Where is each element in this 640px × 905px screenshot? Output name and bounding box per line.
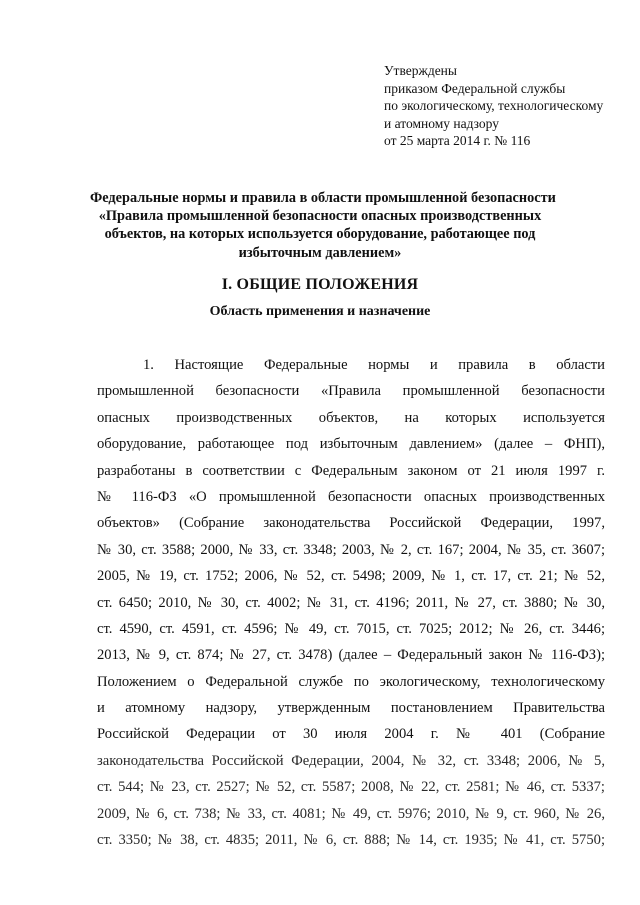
subsection-heading: Область применения и назначение [209, 304, 431, 319]
paragraph-line: 1. Настоящие Федеральные нормы и правила в области [143, 357, 605, 373]
approval-line: и атомному надзору [384, 115, 499, 131]
approval-line: от 25 марта 2014 г. № 116 [384, 133, 531, 148]
paragraph-line: № 30, ст. 3588; 2000, № 33, ст. 3348; 2003, № 2, ст. 167; 2004, № 35, ст. 3607; [97, 541, 605, 558]
paragraph-body [97, 352, 605, 853]
paragraph-line: разработаны в соответствии с Федеральным законом от 21 июля 1997 г. [97, 462, 605, 479]
paragraph-line: оборудование, работающее под избыточным давлением» (далее – ФНП), [97, 436, 605, 453]
title-line: «Правила промышленной безопасности опасных производственных [98, 208, 542, 225]
title-line: избыточным давлением» [238, 244, 402, 261]
paragraph-line: законодательства Российской Федерации, 2004, № 32, ст. 3348; 2006, № 5, [97, 752, 605, 769]
paragraph-line: и атомному надзору, утвержденным постановлением Правительства [97, 700, 605, 717]
title-line: объектов, на которых используется оборудование, работающее под [104, 226, 536, 243]
paragraph-line: ст. 3350; № 38, ст. 4835; 2011, № 6, ст. 888; № 14, ст. 1935; № 41, ст. 5750; [97, 832, 605, 849]
approval-line: приказом Федеральной службы [384, 80, 566, 96]
document-title [90, 189, 556, 262]
approval-line: Утверждены [384, 63, 457, 78]
paragraph-line: ст. 6450; 2010, № 30, ст. 4002; № 31, ст. 4196; 2011, № 27, ст. 3880; № 30, [97, 594, 605, 611]
approval-block [384, 62, 603, 150]
paragraph-line: Российской Федерации от 30 июля 2004 г. № 401 (Собрание [97, 726, 605, 743]
paragraph-line: № 116-ФЗ «О промышленной безопасности опасных производственных [97, 488, 605, 505]
paragraph-line: промышленной безопасности «Правила промышленной безопасности [97, 383, 605, 400]
paragraph-line: 2005, № 19, ст. 1752; 2006, № 52, ст. 5498; 2009, № 1, ст. 17, ст. 21; № 52, [97, 568, 605, 585]
paragraph-line: ст. 544; № 23, ст. 2527; № 52, ст. 5587; 2008, № 22, ст. 2581; № 46, ст. 5337; [97, 779, 605, 796]
paragraph-line: объектов» (Собрание законодательства Российской Федерации, 1997, [97, 515, 605, 532]
approval-line: по экологическому, технологическому [384, 98, 604, 113]
paragraph-line: 2009, № 6, ст. 738; № 33, ст. 4081; № 49, ст. 5976; 2010, № 9, ст. 960, № 26, [97, 805, 605, 822]
paragraph-line: опасных производственных объектов, на которых используется [97, 409, 605, 426]
paragraph-line: ст. 4590, ст. 4591, ст. 4596; № 49, ст. 7015, ст. 7025; 2012; № 26, ст. 3446; [97, 620, 605, 637]
paragraph-line: 2013, № 9, ст. 874; № 27, ст. 3478) (далее – Федеральный закон № 116-ФЗ); [97, 647, 605, 664]
section-heading: I. ОБЩИЕ ПОЛОЖЕНИЯ [221, 276, 419, 293]
title-line: Федеральные нормы и правила в области промышленной безопасности [90, 190, 556, 206]
paragraph-line: Положением о Федеральной службе по экологическому, технологическому [97, 673, 605, 690]
